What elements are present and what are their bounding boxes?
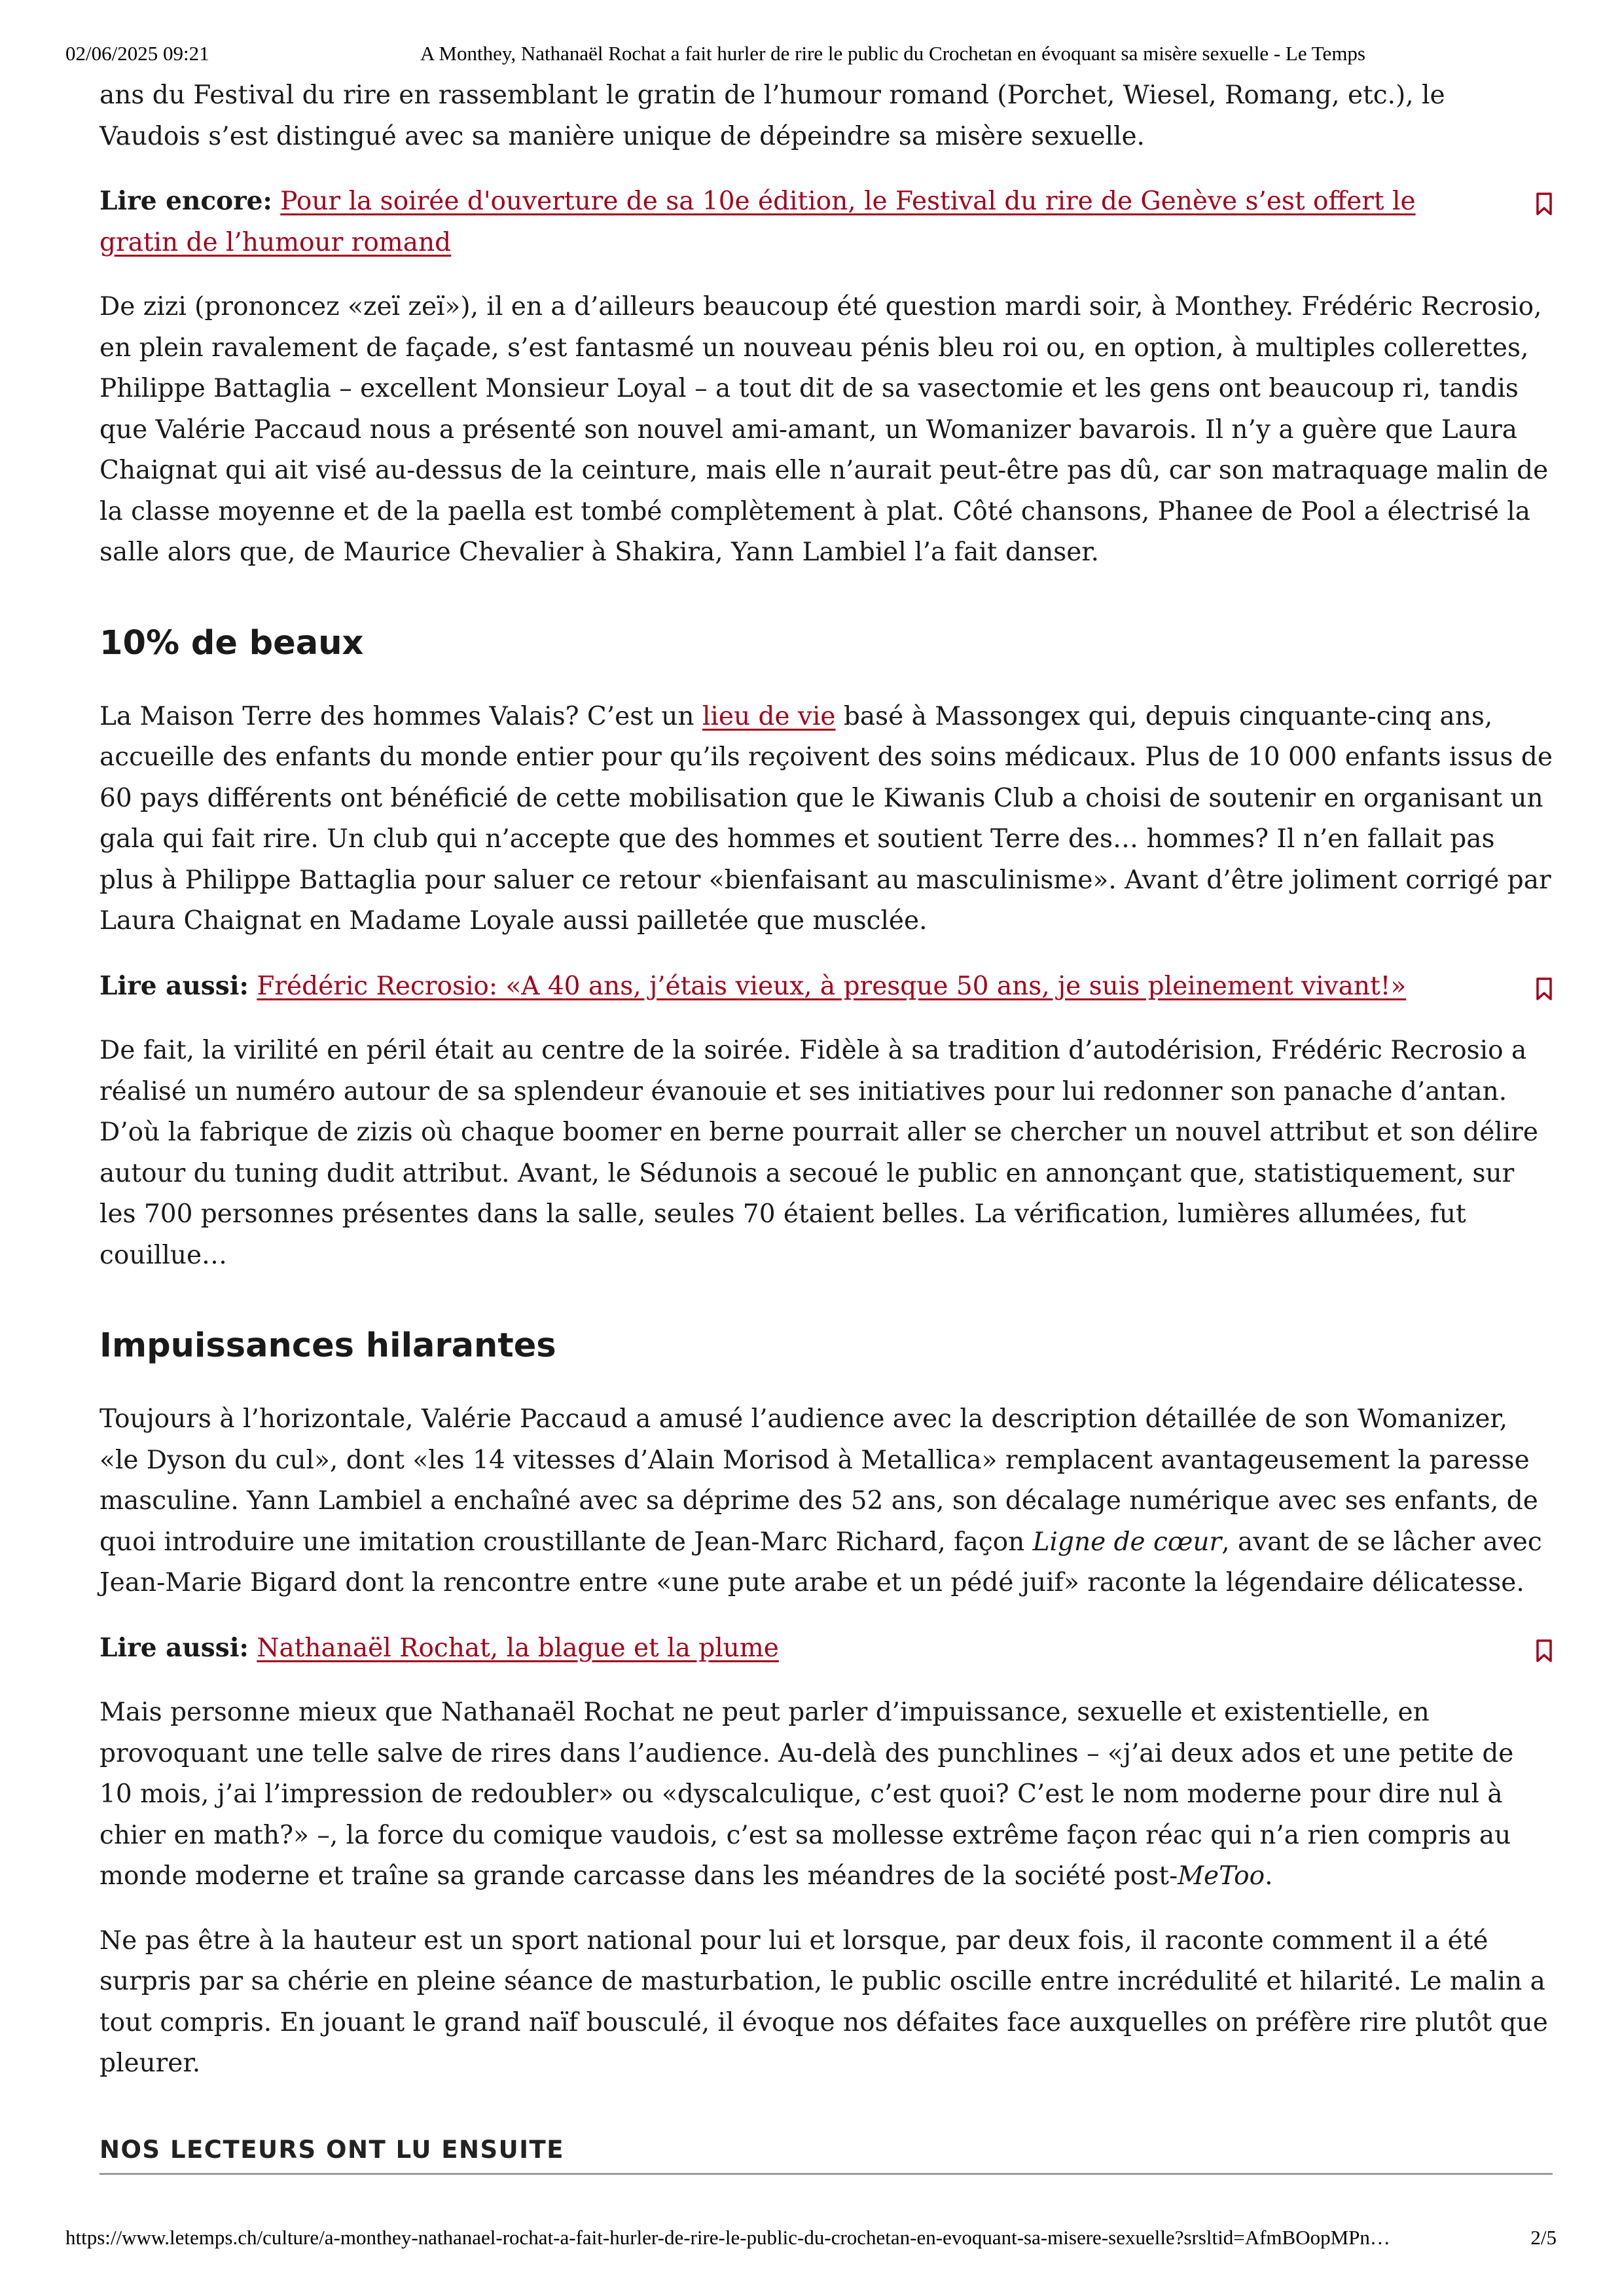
print-datetime: 02/06/2025 09:21: [65, 42, 209, 65]
section-heading-1: 10% de beaux: [99, 623, 364, 663]
section-heading-2: Impuissances hilarantes: [99, 1326, 556, 1365]
paragraph-6-text-a: Mais personne mieux que Nathanaël Rochat ne peut parler d’impuissance, sexuelle et existentielle, en provoquant une telle salve de rires dans l’audience. Au-delà des punchlines – «j’ai deux ados et une petite de 10 mois, j’ai l’impression de redoubler» ou «dyscalculique, c’est quoi? C’est le nom moderne pour dire nul à chier en math?» –, la force du comique vaudois, c’est sa mollesse extrême façon réac qui n’a rien compris au monde moderne et traîne sa grande carcasse dans les méandres de la société post-: [99, 1698, 1514, 1891]
print-url: https://www.letemps.ch/culture/a-monthey-nathanael-rochat-a-fait-hurler-de-rire-le-public-du-crochetan-en-evoquant-sa-misere-sexuelle?srsltid=AfmBOopMPn…: [65, 2226, 1390, 2249]
paragraph-5-text-b: , avant de se lâcher avec Jean-Marie Bigard dont la rencontre entre «une pute arabe et un pédé juif» raconte la légendaire délicatesse.: [99, 1527, 1542, 1597]
paragraph-2: De zizi (prononcez «zeï zeï»), il en a d’ailleurs beaucoup été question mardi soir, à Monthey. Frédéric Recrosio, en plein ravalement de façade, s’est fantasmé un nouveau pénis bleu roi ou, en option, à multiples collerettes, Philippe Battaglia – excellent Monsieur Loyal – a tout dit de sa vasectomie et les gens ont beaucoup ri, tandis que Valérie Paccaud nous a présenté son nouvel ami-amant, un Womanizer bavarois. Il n’y a guère que Laura Chaignat qui ait visé au-dessus de la ceinture, mais elle n’aurait peut-être pas dû, car son matraquage malin de la classe moyenne et de la paella est tombé complètement à plat. Côté chansons, Phanee de Pool a électrisé la salle alors que, de Maurice Chevalier à Shakira, Yann Lambiel l’a fait danser.: [99, 292, 1549, 567]
article-body: [99, 75, 1553, 2108]
readmore-block-3: [99, 1628, 1553, 1669]
paragraph-7: Ne pas être à la hauteur est un sport national pour lui et lorsque, par deux fois, il raconte comment il a été surpris par sa chérie en pleine séance de masturbation, le public oscille entre incrédulité et hilarité. Le malin a tout compris. En jouant le grand naïf bousculé, il évoque nos défaites face auxquelles on préfère rire plutôt que pleurer.: [99, 1925, 1548, 2078]
paragraph-6: [99, 1692, 1553, 1897]
inline-link-lieu-de-vie[interactable]: lieu de vie: [702, 701, 836, 731]
readmore-lead: Lire aussi:: [99, 970, 249, 1001]
paragraph-3-text-b: basé à Massongex qui, depuis cinquante-cinq ans, accueille des enfants du monde entier pour qu’ils reçoivent des soins médicaux. Plus de 10 000 enfants issus de 60 pays différents ont bénéficié de cette mobilisation que le Kiwanis Club a choisi de soutenir en organisant un gala qui fait rire. Un club qui n’accepte que des hommes et soutient Terre des… hommes? Il n’en fallait pas plus à Philippe Battaglia pour saluer ce retour «bienfaisant au masculinisme». Avant d’être joliment corrigé par Laura Chaignat en Madame Loyale aussi pailletée que musclée.: [99, 701, 1553, 936]
readmore-link-2[interactable]: Frédéric Recrosio: «A 40 ans, j’étais vieux, à presque 50 ans, je suis pleinement vivant!»: [257, 971, 1407, 1001]
readmore-block-1: [99, 181, 1553, 263]
print-footer: [65, 2226, 1557, 2255]
paragraph-5-text-a: Toujours à l’horizontale, Valérie Paccaud a amusé l’audience avec la description détaillée de son Womanizer, «le Dyson du cul», dont «les 14 vitesses d’Alain Morisod à Metallica» remplacent avantageusement la paresse masculine. Yann Lambiel a enchaîné avec sa déprime des 52 ans, son décalage numérique avec ses enfants, de quoi introduire une imitation croustillante de Jean-Marc Richard, façon: [99, 1404, 1538, 1557]
print-header: [65, 42, 1557, 71]
paragraph-3-text-a: La Maison Terre des hommes Valais? C’est un: [99, 701, 702, 731]
paragraph-6-text-b: .: [1265, 1861, 1273, 1891]
readmore-lead: Lire aussi:: [99, 1632, 249, 1663]
bookmark-icon[interactable]: [1536, 977, 1553, 1001]
readmore-link-3[interactable]: Nathanaël Rochat, la blague et la plume: [257, 1633, 779, 1663]
bookmark-icon[interactable]: [1536, 192, 1553, 216]
paragraph-6-italic: MeToo: [1178, 1861, 1265, 1891]
print-page-number: 2/5: [1530, 2226, 1557, 2249]
readmore-lead: Lire encore:: [99, 186, 272, 216]
paragraph-1: ans du Festival du rire en rassemblant le gratin de l’humour romand (Porchet, Wiesel, Romang, etc.), le Vaudois s’est distingué avec sa manière unique de dépeindre sa misère sexuelle.: [99, 81, 1445, 151]
paragraph-3: [99, 697, 1553, 942]
readmore-block-2: [99, 966, 1553, 1008]
paragraph-5: [99, 1399, 1553, 1604]
readmore-link-1[interactable]: Pour la soirée d'ouverture de sa 10e édition, le Festival du rire de Genève s’est offert le gratin de l’humour romand: [99, 187, 1416, 257]
paragraph-4: De fait, la virilité en péril était au centre de la soirée. Fidèle à sa tradition d’autodérision, Frédéric Recrosio a réalisé un numéro autour de sa splendeur évanouie et ses initiatives pour lui redonner son panache d’antan. D’où la fabrique de zizis où chaque boomer en berne pourrait aller se chercher un nouvel attribut et son délire autour du tuning dudit attribut. Avant, le Sédunois a secoué le public en annonçant que, statistiquement, sur les 700 personnes présentes dans la salle, seules 70 étaient belles. La vérification, lumières allumées, fut couillue…: [99, 1036, 1538, 1270]
paragraph-5-italic: Ligne de cœur: [1032, 1527, 1222, 1557]
related-section-heading: NOS LECTEURS ONT LU ENSUITE: [99, 2136, 1553, 2175]
print-page-title: A Monthey, Nathanaël Rochat a fait hurler de rire le public du Crochetan en évoquant sa misère sexuelle - Le Temps: [420, 42, 1365, 65]
bookmark-icon[interactable]: [1536, 1639, 1553, 1663]
